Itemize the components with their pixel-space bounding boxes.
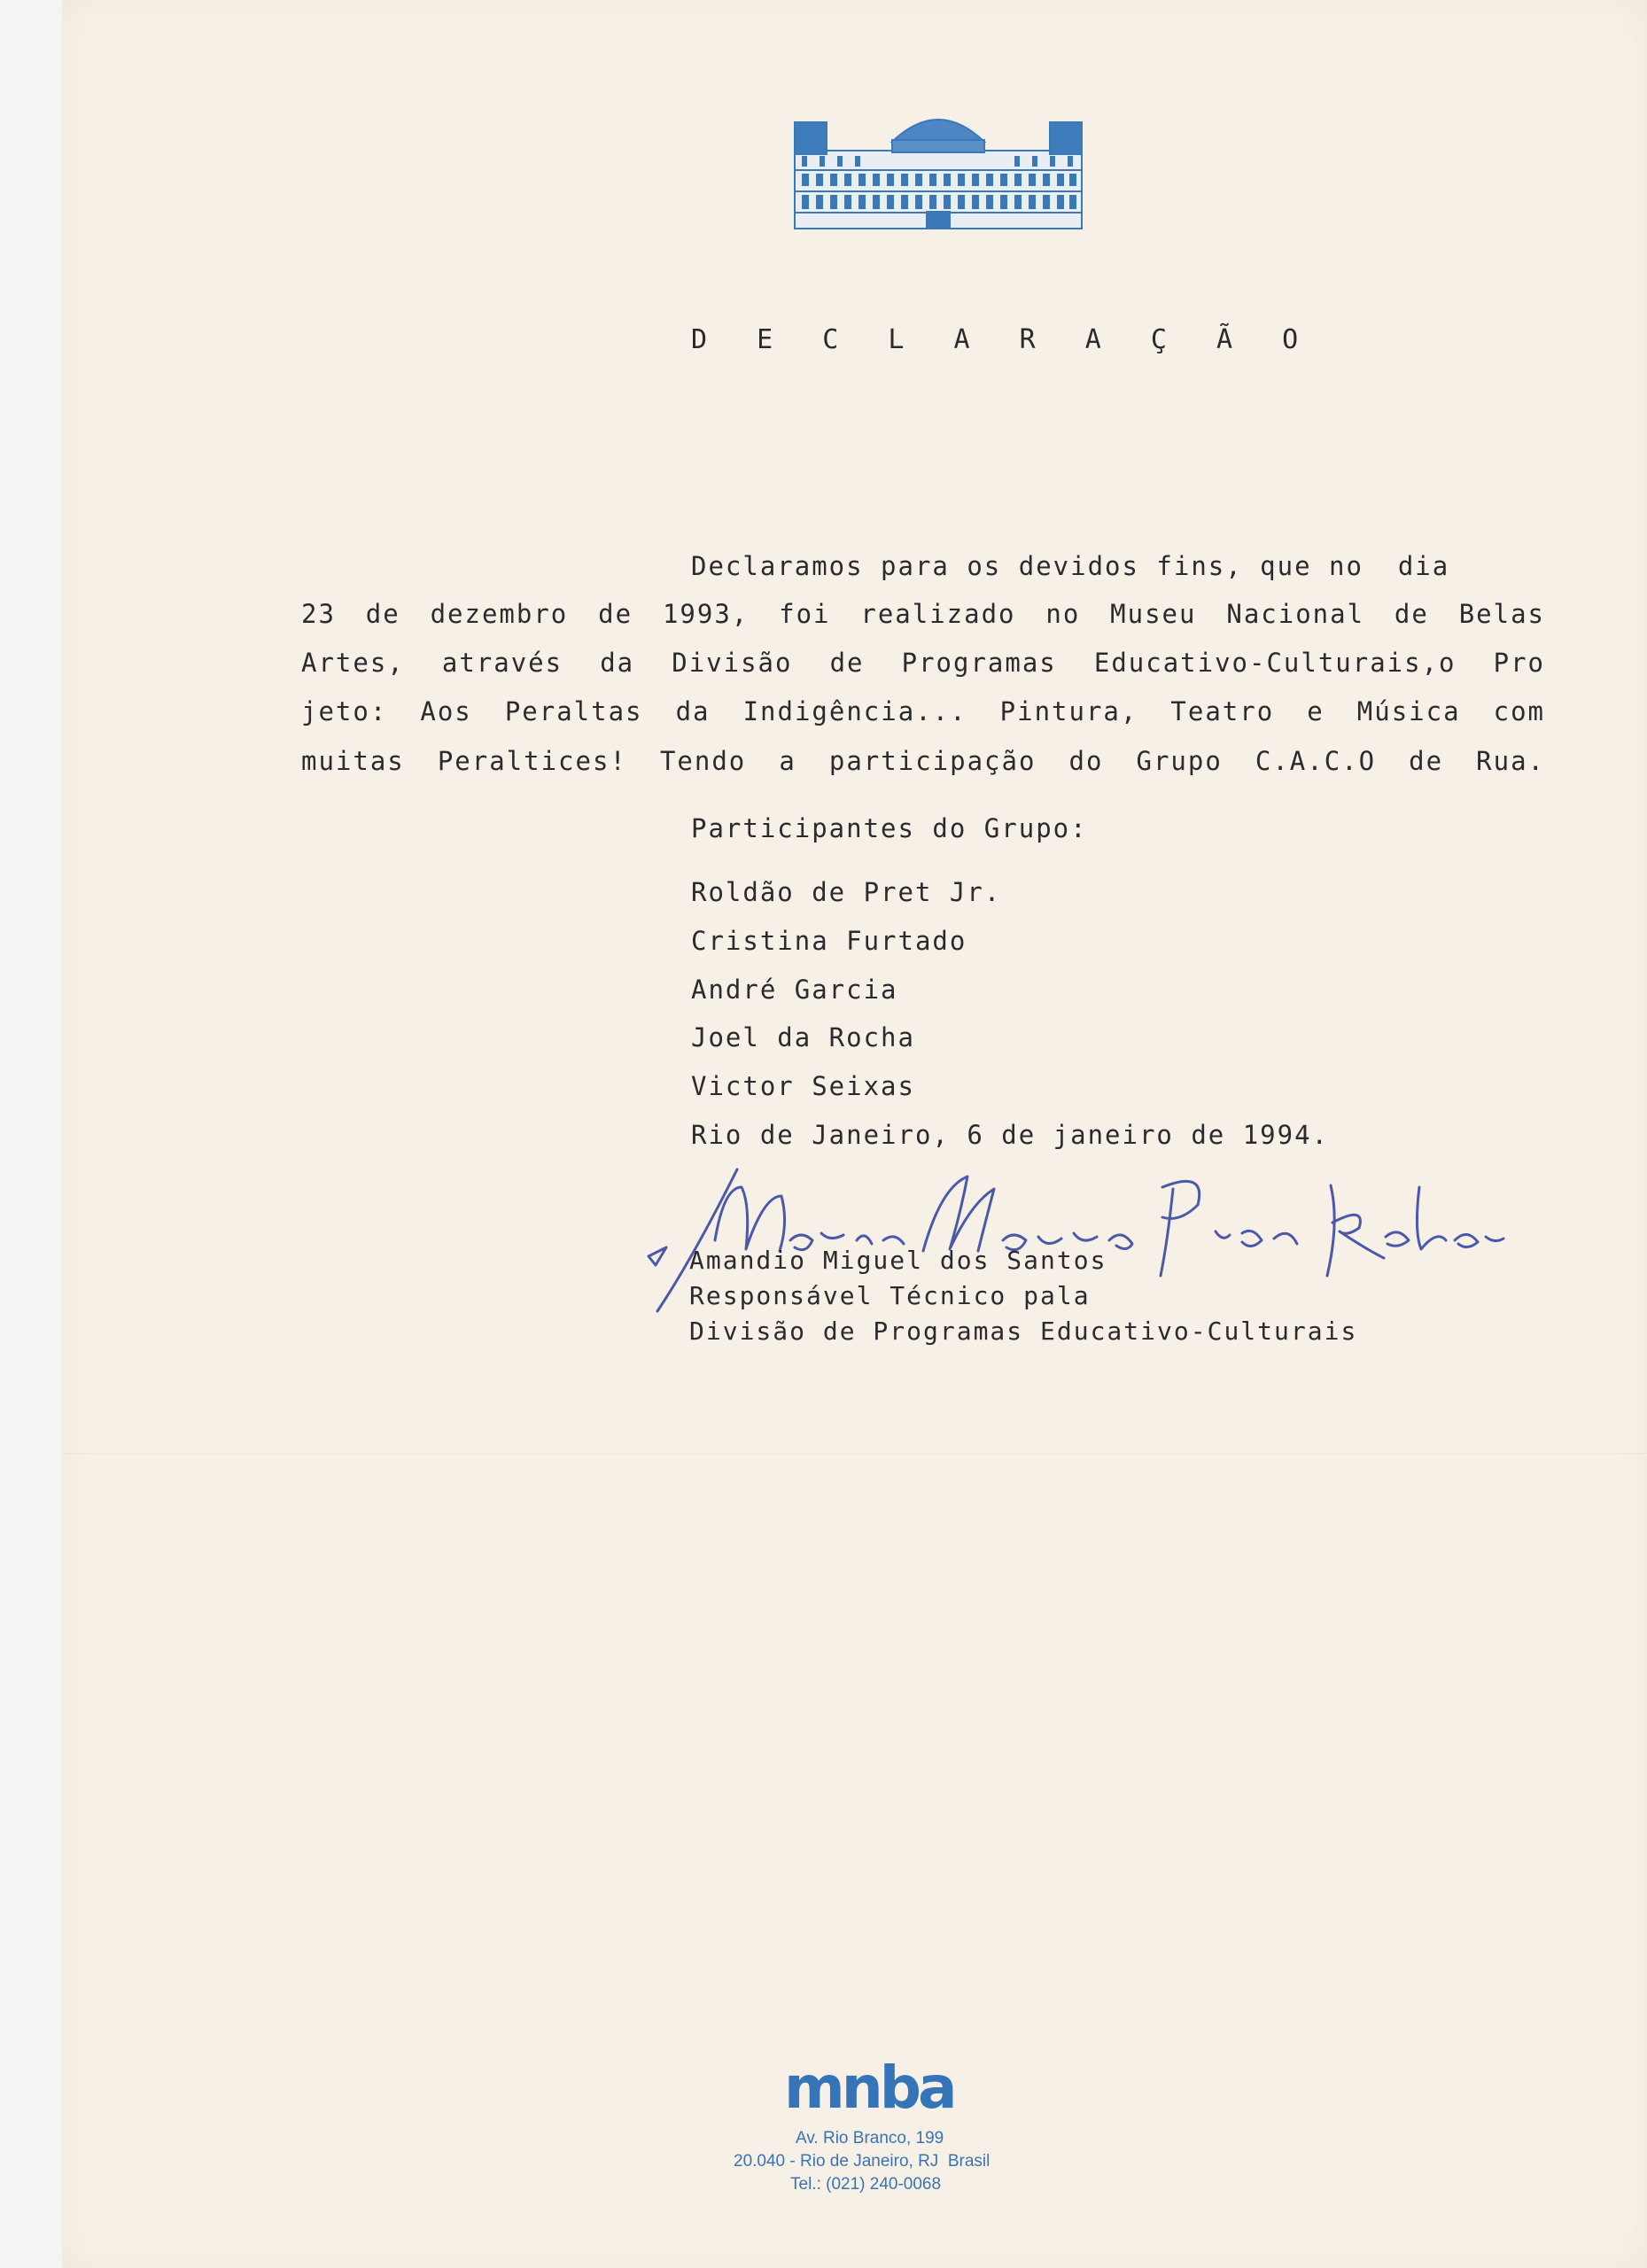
address-line: 20.040 - Rio de Janeiro, RJ Brasil [734, 2152, 991, 2171]
list-item: Victor Seixas [691, 1071, 915, 1101]
paragraph-line-1: Declaramos para os devidos fins, que no dia [691, 551, 1450, 581]
paper-fold [62, 1453, 1647, 1455]
signatory-name: Amandio Miguel dos Santos [689, 1246, 1107, 1275]
mnba-logo: mnba [784, 2054, 954, 2122]
signatory-role: Responsável Técnico pala [689, 1281, 1091, 1310]
museum-building-icon [793, 99, 1084, 232]
list-item: Cristina Furtado [691, 926, 967, 956]
participants-heading: Participantes do Grupo: [691, 813, 1088, 843]
address-line: Tel.: (021) 240-0068 [790, 2175, 942, 2194]
address-line: Av. Rio Branco, 199 [796, 2129, 944, 2148]
paragraph-line-5: muitas Peraltices! Tendo a participação do Grupo C.A.C.O de Rua. [301, 746, 1545, 776]
paragraph-line-3: Artes, através da Divisão de Programas Educativo-Culturais,o Pro [301, 648, 1545, 678]
list-item: Roldão de Pret Jr. [691, 877, 1002, 907]
paragraph-line-2: 23 de dezembro de 1993, foi realizado no Museu Nacional de Belas [301, 599, 1545, 629]
signatory-division: Divisão de Programas Educativo-Culturais [689, 1317, 1358, 1346]
place-date: Rio de Janeiro, 6 de janeiro de 1994. [691, 1120, 1330, 1150]
list-item: André Garcia [691, 975, 898, 1005]
page-title: D E C L A R A Ç Ã O [691, 324, 1316, 355]
paragraph-line-4: jeto: Aos Peraltas da Indigência... Pintura, Teatro e Música com [301, 696, 1545, 726]
list-item: Joel da Rocha [691, 1022, 915, 1052]
